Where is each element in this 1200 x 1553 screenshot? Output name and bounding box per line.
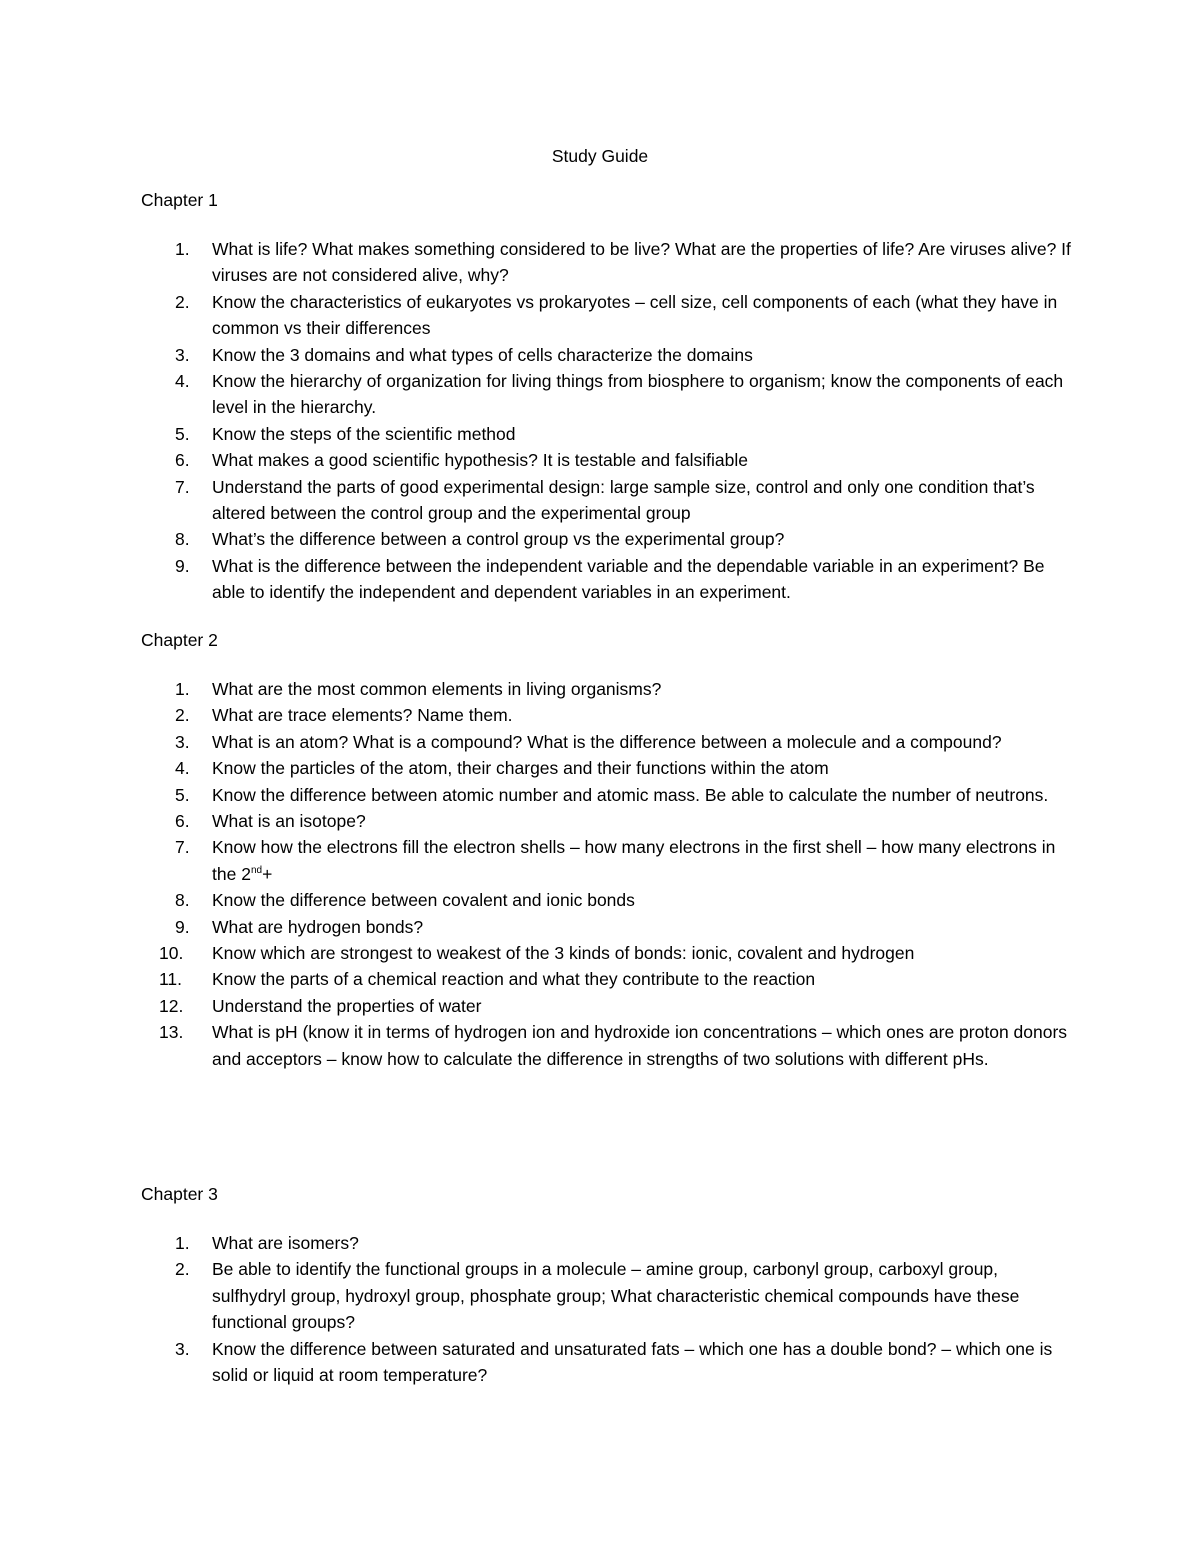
- list-item: [141, 702, 1071, 728]
- chapter-2-section: [141, 627, 1071, 1072]
- list-item: [141, 1336, 1071, 1389]
- list-item: [141, 447, 1071, 473]
- item-text: Be able to identify the functional groups in a molecule – amine group, carbonyl group, carboxyl group, sulfhydryl group, hydroxyl group, phosphate group; What characteristic chemical compounds have these functional groups?: [212, 1259, 1020, 1333]
- item-text: What is an isotope?: [212, 811, 366, 832]
- item-text: What’s the difference between a control group vs the experimental group?: [212, 529, 785, 550]
- item-text: What is pH (know it in terms of hydrogen ion and hydroxide ion concentrations – which ones are proton donors and acceptors – know how to calculate the difference in strengths of two solutions with different pHs.: [212, 1022, 1068, 1069]
- item-number: 3.: [175, 344, 190, 365]
- item-text: What are the most common elements in living organisms?: [212, 679, 662, 699]
- item-number: 6.: [175, 811, 190, 832]
- list-item: [141, 676, 1071, 702]
- item-text: Understand the parts of good experimental design: large sample size, control and only one condition that’s altered between the control group and the experimental group: [212, 476, 1035, 524]
- item-number: 1.: [175, 239, 190, 259]
- item-number: 3.: [175, 731, 190, 752]
- item-number: 5.: [175, 784, 190, 805]
- item-text: Know the particles of the atom, their charges and their functions within the atom: [212, 758, 829, 779]
- question-list: [141, 676, 1071, 1072]
- item-text: Know the hierarchy of organization for living things from biosphere to organism; know the components of each level in the hierarchy.: [212, 371, 1064, 418]
- list-item: [141, 729, 1071, 755]
- list-item: [141, 474, 1071, 527]
- list-item: [141, 782, 1071, 808]
- item-number: 2.: [175, 291, 190, 312]
- item-text: Know the difference between saturated and unsaturated fats – which one has a double bond? – which one is solid or liquid at room temperature?: [212, 1338, 1053, 1386]
- item-number: 2.: [175, 705, 190, 726]
- item-text: What is an atom? What is a compound? What is the difference between a molecule and a compound?: [212, 731, 1002, 752]
- list-item: [141, 1256, 1071, 1335]
- question-list: [141, 1230, 1071, 1388]
- list-item: [141, 966, 1071, 992]
- list-item: [141, 289, 1071, 342]
- list-item: [141, 1019, 1071, 1072]
- item-number: 2.: [175, 1259, 190, 1280]
- item-text: Know which are strongest to weakest of the 3 kinds of bonds: ionic, covalent and hydrogen: [212, 943, 915, 964]
- superscript-suffix: nd: [250, 865, 263, 877]
- chapter-1-section: [141, 187, 1071, 606]
- item-number: 8.: [175, 890, 190, 911]
- item-text: What is life? What makes something considered to be live? What are the properties of life? Are viruses alive? If viruses are not considered alive, why?: [212, 239, 1071, 286]
- item-number: 10.: [159, 943, 184, 964]
- chapter-heading: Chapter 3: [141, 1184, 218, 1204]
- list-item: [141, 808, 1071, 834]
- item-text: Know the 3 domains and what types of cells characterize the domains: [212, 344, 753, 365]
- list-item: [141, 236, 1071, 289]
- item-number: 1.: [175, 1233, 190, 1253]
- item-text: Know the parts of a chemical reaction and what they contribute to the reaction: [212, 969, 816, 990]
- document-title: Study Guide: [551, 146, 649, 166]
- item-text: Understand the properties of water: [212, 995, 482, 1016]
- item-text: What are trace elements? Name them.: [212, 705, 513, 726]
- item-number: 11.: [159, 969, 183, 990]
- item-number: 12.: [159, 995, 184, 1016]
- chapter-heading: Chapter 2: [141, 630, 218, 650]
- item-text-tail: +: [262, 863, 273, 884]
- chapter-3-section: [141, 1181, 1071, 1388]
- item-number: 9.: [175, 555, 190, 576]
- item-number: 1.: [175, 679, 190, 699]
- question-list: [141, 236, 1071, 606]
- list-item: [141, 834, 1071, 887]
- item-text: Know the difference between atomic number and atomic mass. Be able to calculate the number of neutrons.: [212, 784, 1049, 805]
- list-item: [141, 553, 1071, 606]
- list-item: [141, 755, 1071, 781]
- list-item: [141, 526, 1071, 552]
- list-item: [141, 940, 1071, 966]
- item-text: What are hydrogen bonds?: [212, 916, 424, 937]
- item-number: 3.: [175, 1338, 190, 1359]
- list-item: [141, 993, 1071, 1019]
- item-number: 9.: [175, 916, 190, 937]
- list-item: [141, 421, 1071, 447]
- item-text: What makes a good scientific hypothesis? It is testable and falsifiable: [212, 450, 748, 471]
- item-number: 4.: [175, 371, 190, 392]
- item-text: Know the difference between covalent and ionic bonds: [212, 890, 635, 911]
- item-number: 6.: [175, 450, 190, 471]
- item-text: What are isomers?: [212, 1233, 359, 1253]
- item-number: 5.: [175, 423, 190, 444]
- item-text: Know how the electrons fill the electron shells – how many electrons in the first shell – how many electrons in the 2: [212, 837, 1056, 884]
- item-text: Know the characteristics of eukaryotes vs prokaryotes – cell size, cell components of each (what they have in common vs their differences: [212, 291, 1058, 339]
- item-number: 13.: [159, 1022, 184, 1043]
- list-item: [141, 914, 1071, 940]
- item-text: Know the steps of the scientific method: [212, 423, 516, 444]
- item-number: 8.: [175, 529, 190, 550]
- item-number: 7.: [175, 837, 190, 858]
- item-number: 7.: [175, 476, 190, 497]
- item-number: 4.: [175, 758, 190, 779]
- list-item: [141, 342, 1071, 368]
- list-item: [141, 1230, 1071, 1256]
- list-item: [141, 887, 1071, 913]
- item-text: What is the difference between the independent variable and the dependable variable in an experiment? Be able to identify the independent and dependent variables in an experiment.: [212, 555, 1045, 603]
- list-item: [141, 368, 1071, 421]
- chapter-heading: Chapter 1: [141, 190, 218, 210]
